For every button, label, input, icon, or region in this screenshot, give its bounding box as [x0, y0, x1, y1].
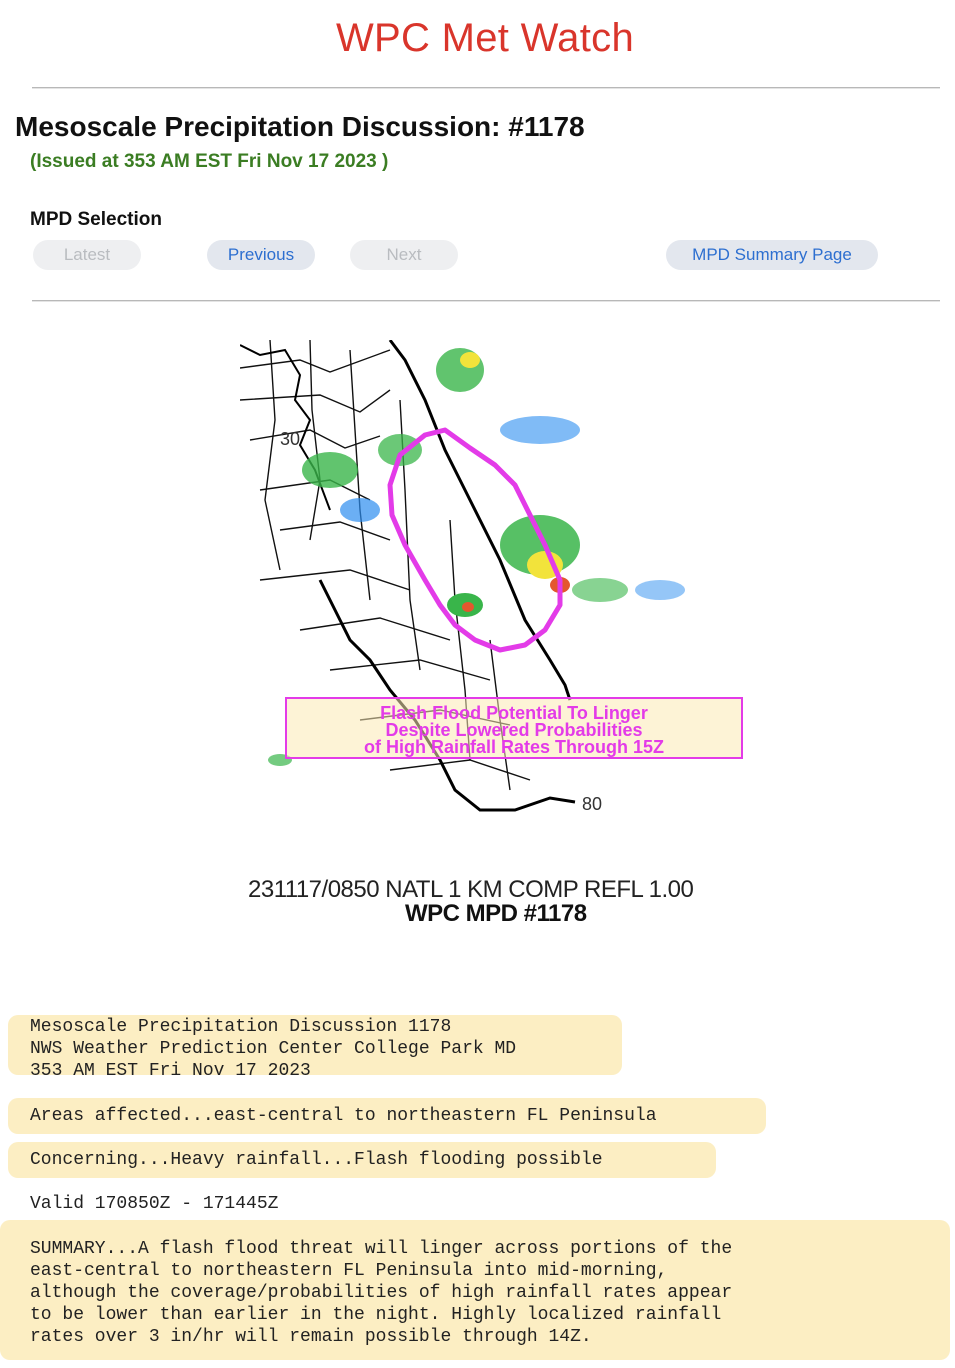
mpd-selection-label: MPD Selection — [30, 209, 162, 230]
summary-line: SUMMARY...A flash flood threat will linger across portions of the — [30, 1239, 733, 1259]
concerning: Concerning...Heavy rainfall...Flash flooding possible — [30, 1150, 603, 1170]
latitude-label: 30 — [280, 429, 301, 449]
issued-timestamp: (Issued at 353 AM EST Fri Nov 17 2023 ) — [30, 151, 389, 172]
summary-line: east-central to northeastern FL Peninsula into mid-morning, — [30, 1261, 668, 1281]
summary-line: to be lower than earlier in the night. Highly localized rainfall — [30, 1305, 722, 1325]
page-title: Mesoscale Precipitation Discussion: #1178 — [15, 111, 585, 142]
discussion-header-line: 353 AM EST Fri Nov 17 2023 — [30, 1061, 311, 1081]
summary-page-button[interactable]: MPD Summary Page — [666, 240, 878, 270]
areas-affected: Areas affected...east-central to northeastern FL Peninsula — [30, 1106, 657, 1126]
summary-line: although the coverage/probabilities of high rainfall rates appear — [30, 1283, 733, 1303]
figure-caption-title: WPC MPD #1178 — [405, 900, 587, 927]
longitude-label: 80 — [582, 794, 603, 814]
site-title: WPC Met Watch — [335, 16, 634, 60]
summary-line: rates over 3 in/hr will remain possible through 14Z. — [30, 1327, 592, 1347]
discussion-header-line: NWS Weather Prediction Center College Park MD — [30, 1039, 517, 1059]
valid-time: Valid 170850Z - 171445Z — [30, 1194, 279, 1214]
next-button[interactable]: Next — [350, 240, 458, 270]
previous-button[interactable]: Previous — [207, 240, 315, 270]
divider — [32, 87, 940, 89]
discussion-header-line: Mesoscale Precipitation Discussion 1178 — [30, 1017, 452, 1037]
figure-caption: 231117/0850 NATL 1 KM COMP REFL 1.00 — [248, 876, 694, 903]
annotation-line: of High Rainfall Rates Through 15Z — [363, 737, 665, 757]
latest-button[interactable]: Latest — [33, 240, 141, 270]
annotation-line: Flash Flood Potential To Linger — [380, 703, 648, 723]
annotation-line: Despite Lowered Probabilities — [385, 720, 643, 740]
divider — [32, 300, 940, 302]
radar-map-image — [240, 340, 760, 840]
